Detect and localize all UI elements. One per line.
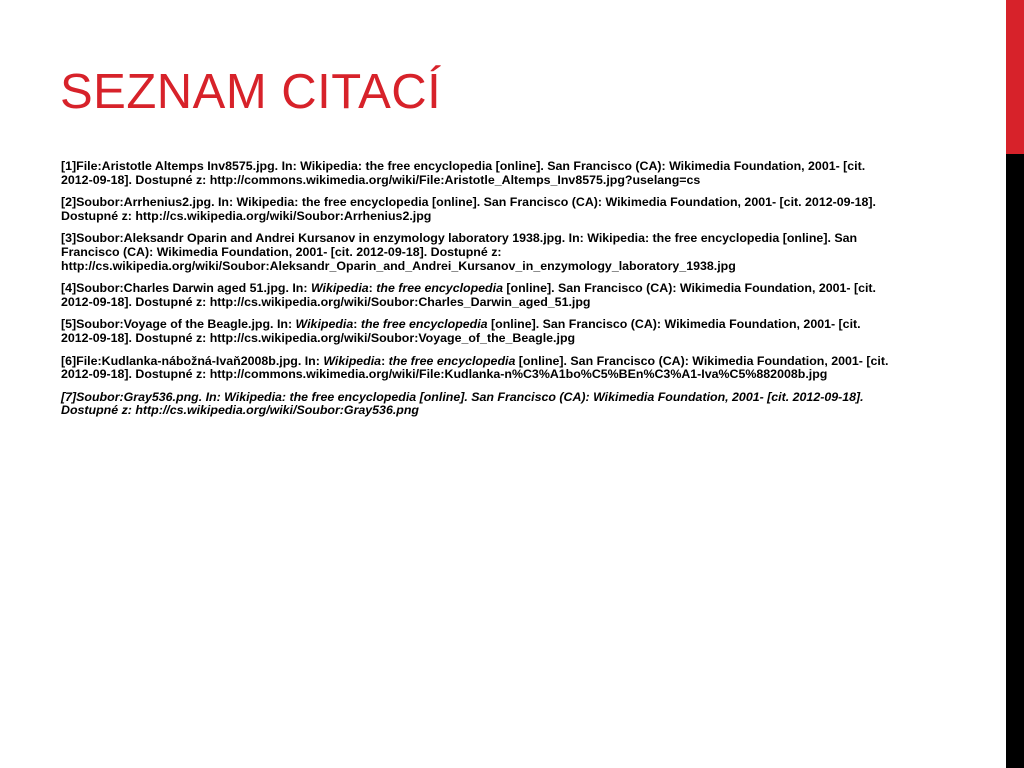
reference-details: [online]. San Francisco (CA): Wikimedia Foundation, 2001- [cit. 2012-09-18]. Dostupné z: http://cs.wikipedia.org/wiki/Soubor:Aleksandr_Oparin_and_Andrei_Kursanov_in_enzymology_laboratory_1938.jpg: [61, 231, 858, 273]
reference-source-title: Wikipedia: [310, 281, 369, 296]
reference-source-title: Wikipedia: the free encyclopedia: [300, 159, 493, 173]
reference-source-title: Wikipedia: the free encyclopedia: [587, 231, 780, 246]
reference-item-5: [61, 318, 891, 345]
reference-details: [online]. San Francisco (CA): Wikimedia Foundation, 2001- [cit. 2012-09-18]. Dostupné z: http://cs.wikipedia.org/wiki/Soubor:Arrhenius2.jpg: [61, 195, 876, 223]
reference-label: [5]: [61, 317, 77, 332]
reference-title-separator: :: [368, 281, 377, 296]
reference-source-subtitle: the free encyclopedia: [360, 317, 488, 332]
reference-item-4: [61, 282, 891, 309]
reference-lead: Soubor:Aleksandr Oparin and Andrei Kursanov in enzymology laboratory 1938.jpg. In:: [76, 231, 588, 246]
reference-text: Soubor:Gray536.png. In: Wikipedia: the free encyclopedia [online]. San Francisco (CA): Wikimedia Foundation, 2001- [cit. 2012-09-18]. Dostupné z: http://cs.wikipedia.org/wiki/Soubor:Gray536.png: [61, 389, 864, 418]
reference-label: [2]: [61, 195, 77, 210]
reference-source-title: Wikipedia: [295, 317, 354, 332]
reference-item-3: [61, 232, 891, 273]
reference-details: [online]. San Francisco (CA): Wikimedia Foundation, 2001- [cit. 2012-09-18]. Dostupné z: http://commons.wikimedia.org/wiki/File:Aristotle_Altemps_Inv8575.jpg?uselang=cs: [61, 159, 866, 187]
reference-label: [4]: [61, 281, 77, 296]
reference-source-title: Wikipedia: [323, 353, 382, 368]
reference-item-7: [61, 391, 891, 418]
slide-title: SEZNAM CITACÍ: [60, 65, 442, 119]
reference-lead: Soubor:Voyage of the Beagle.jpg. In:: [76, 317, 296, 332]
reference-details: [online]. San Francisco (CA): Wikimedia Foundation, 2001- [cit. 2012-09-18]. Dostupné z: http://cs.wikipedia.org/wiki/Soubor:Voyage_of_the_Beagle.jpg: [61, 317, 861, 345]
reference-item-1: [61, 160, 891, 187]
reference-label: [6]: [61, 353, 77, 368]
reference-list: [61, 160, 891, 427]
accent-bar-red: [1006, 0, 1024, 154]
reference-title-separator: :: [381, 353, 389, 368]
reference-item-6: [61, 355, 891, 382]
reference-lead: Soubor:Charles Darwin aged 51.jpg. In:: [76, 281, 311, 296]
reference-details: [online]. San Francisco (CA): Wikimedia Foundation, 2001- [cit. 2012-09-18]. Dostupné z: http://cs.wikipedia.org/wiki/Soubor:Charles_Darwin_aged_51.jpg: [61, 281, 876, 309]
reference-details: [online]. San Francisco (CA): Wikimedia Foundation, 2001- [cit. 2012-09-18]. Dostupné z: http://commons.wikimedia.org/wiki/File:Kudlanka-n%C3%A1bo%C5%BEn%C3%A1-Iva%C5%882008b.jpg: [61, 353, 889, 382]
reference-source-subtitle: the free encyclopedia: [388, 353, 516, 368]
reference-label: [7]: [61, 389, 77, 404]
reference-label: [1]: [61, 159, 77, 173]
reference-lead: File:Aristotle Altemps Inv8575.jpg. In:: [76, 159, 301, 173]
reference-lead: Soubor:Arrhenius2.jpg. In:: [76, 195, 237, 210]
accent-bar-black: [1006, 154, 1024, 768]
reference-item-2: [61, 196, 891, 223]
reference-source-subtitle: the free encyclopedia: [376, 281, 503, 296]
reference-title-separator: :: [353, 317, 361, 332]
reference-lead: File:Kudlanka-nábožná-Ivaň2008b.jpg. In:: [76, 353, 324, 368]
reference-source-title: Wikipedia: the free encyclopedia: [236, 195, 429, 210]
reference-label: [3]: [61, 231, 77, 246]
